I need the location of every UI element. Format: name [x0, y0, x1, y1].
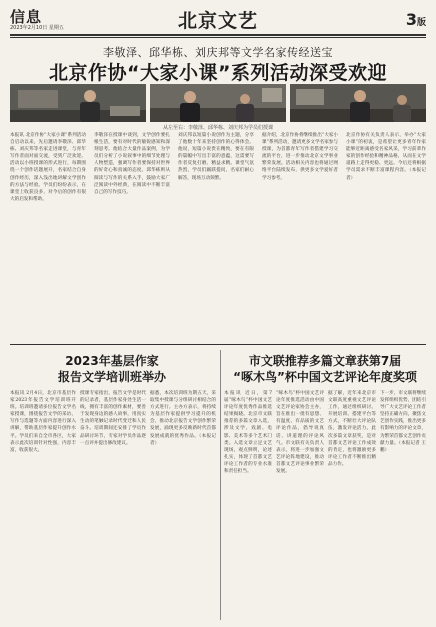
story-three-column-3: 据了解，近年来北京市文联高度重视文艺评论工作，通过组织研讨、开展培训、搭建平台等方式，不断壮大评论队伍，激发评论活力。此次多篇文章获奖，是对首都文艺评论工作成效的肯定，也将激励更多评论工作者不断推出精品力作。: [328, 391, 376, 467]
section-title: 信息: [10, 8, 43, 26]
story-three-column-2: “啄木鸟”杯中国文艺评论年度推选活动由中国文艺评论家协会主办，旨在推出一批有思想、有温度、有品质的文艺评论作品，倡导说真话、讲道理的评论风气。市文联有关负责人表示，将进一步加强文艺评论阵地建设，推动首都文艺评论事业繁荣发展。: [276, 391, 324, 475]
story-three-column-1: 本报讯 近日，第7届“啄木鸟”杯中国文艺评论年度优秀作品推选结果揭晓。北京市文联推荐的多篇文章入选，涉及文学、戏剧、电影、美术等多个艺术门类。入选文章立足文艺现场，观点鲜明，论述扎实，体现了首都文艺评论工作者的专业水准和责任担当。: [224, 391, 272, 475]
column-separator: [220, 350, 221, 620]
story-two-column-3: 据悉，本次培训班为期五天，采取集中授课与分组研讨相结合的方式进行。主办方表示，将持续为基层作家提供学习提升的机会，推动北京报告文学创作繁荣发展，涌现更多反映新时代首都发展成就的优秀作品。（本报记者）: [150, 391, 216, 446]
lead-kicker: 李敬泽、邱华栋、刘庆邦等文学名家传经送宝: [103, 46, 333, 59]
lead-column-4: 据介绍，北京作协将继续推出“大家小课”系列活动，邀请更多文学名家参与授课，为首都青年写作者搭建学习交流的平台，进一步推动北京文学事业繁荣发展。活动相关内容也将通过网络平台陆续发布，供更多文学爱好者学习参考。: [262, 133, 338, 181]
photo-li-jingze: [10, 84, 146, 122]
photo-caption: 从左至右：李敬泽、邱华栋、刘庆邦为学员们授课: [162, 125, 273, 131]
lead-column-3: 刘庆邦以短篇小说创作为主题，分享了他数十年来坚持创作的心得体会。他说，短篇小说贵在精致，要在有限的篇幅中写出丰富的意蕴，这需要写作者反复打磨、精益求精。课堂气氛热烈，学员们踊跃提问，名家们耐心解答，现场互动频繁。: [178, 133, 254, 181]
lead-column-2: 李敬泽在授课中谈到，文学创作要扎根生活，要有对时代的敏锐感知和深刻思考。他结合大量作品案例，为学员们分析了小说叙事中的细节处理与人物塑造，强调写作者要保持对世界的好奇心和真诚的态度。邱华栋则从阅读与写作的关系入手，鼓励大家广泛阅读中外经典，在阅读中不断丰富自己的写作技巧。: [94, 133, 170, 195]
paper-name: 北京文艺: [177, 10, 258, 32]
story-two-column-1: 本报讯 2月4日，北京市基层作家2023年报告文学培训班开班。培训班邀请多位报告文学名家授课，围绕报告文学的采访、写作与选题等方面内容进行深入讲解，帮助基层作家提升创作水平。学员们来自全市各区，大家表示此次培训针对性强，内容丰富，收获很大。: [10, 391, 76, 453]
story-three-headline-2: “啄木鸟”杯中国文艺评论年度奖项: [233, 370, 417, 384]
lead-column-1: 本报讯 北京作协“大家小课”系列活动自启动以来，先后邀请李敬泽、邱华栋、刘庆邦等名家走进课堂，与青年写作者面对面交流，受到广泛欢迎。活动以小班授课的形式进行，每期围绕一个创作话题展开，名家结合自身创作经历，深入浅出地讲解文学创作的方法与经验。学员们纷纷表示，在课堂上收获良多，对今后的创作有很大的启发和帮助。: [10, 133, 86, 202]
story-two-column-2: 授课专家指出，报告文学是时代的记录者，基层作家身处生活一线，拥有丰富的创作素材，要善于发现身边的感人故事，用真实生动的笔触记录时代变迁和人民奋斗。培训期间还安排了学员作品研讨环节，专家对学员作品逐一点评并提出修改建议。: [80, 391, 146, 446]
photo-liu-qingbang: [290, 84, 426, 122]
page-number: [406, 10, 426, 29]
issue-date: 2023年2月10日 星期五: [10, 25, 64, 31]
photo-qiu-huadong: [150, 84, 286, 122]
masthead-rule-thick: [10, 34, 426, 36]
story-two-headline-2: 报告文学培训班举办: [57, 370, 166, 384]
page-number-label: 版: [416, 18, 426, 28]
masthead-rule-thin: [10, 37, 426, 38]
page-number-digit: 3: [405, 10, 417, 29]
story-two-headline-1: 2023年基层作家: [65, 354, 159, 368]
section-divider: [10, 344, 426, 345]
lead-column-5: 北京作协有关负责人表示，举办“大家小课”的初衷，是希望让更多青年作家能够近距离感受名家风采，学习前辈作家的创作经验和精神品格，从而在文学道路上走得更稳、更远。今后还将根据学员需求不断丰富课程内容。（本报记者）: [346, 133, 426, 181]
masthead: [10, 4, 426, 34]
story-three-headline-1: 市文联推荐多篇文章获第7届: [248, 354, 402, 368]
story-three-column-4: 下一步，市文联将继续发挥组织优势，团结引导广大文艺评论工作者坚持正确方向，聚焦文艺创作实践，推出更多有影响力的评论文章，为繁荣首都文艺创作贡献力量。（本报记者 王鹏）: [380, 391, 426, 453]
lead-headline: 北京作协“大家小课”系列活动深受欢迎: [49, 62, 387, 84]
